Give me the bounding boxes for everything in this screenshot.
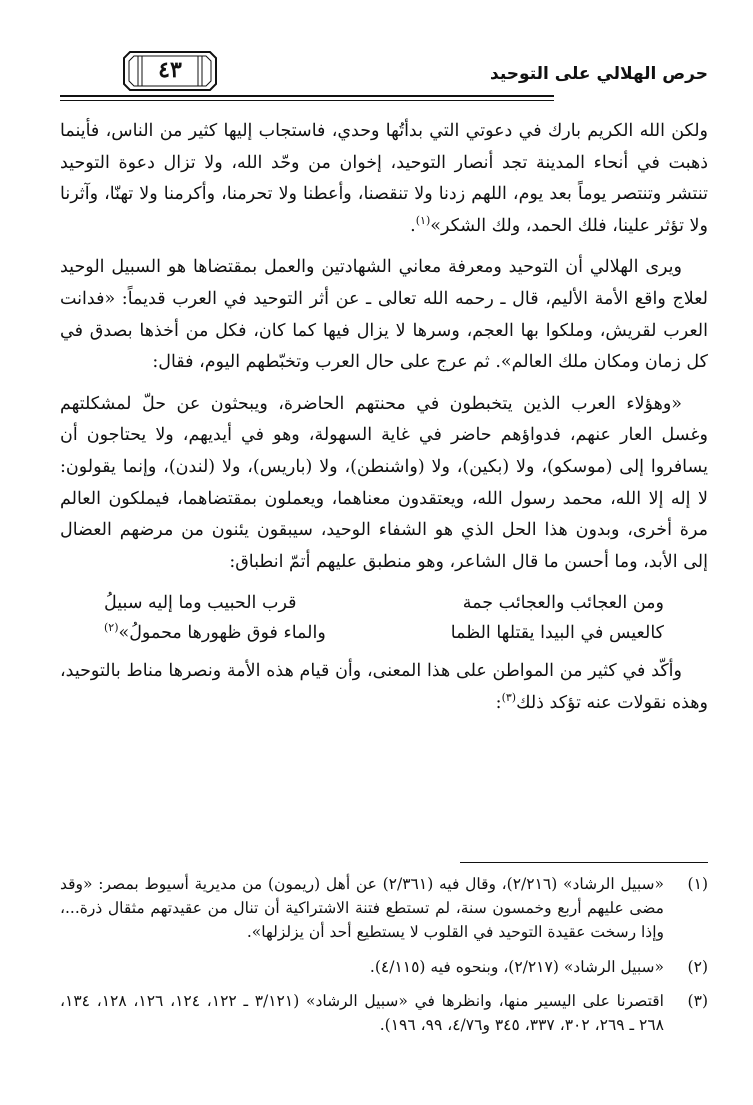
verse-hemistich: قرب الحبيب وما إليه سبيلُ (104, 593, 297, 614)
footnote (60, 989, 708, 1037)
footnote-text: اقتصرنا على اليسير منها، وانظرها في «سبيل الرشاد» (٣/١٢١ ـ ١٢٢، ١٢٤، ١٢٦، ١٢٨، ١٣٤، ٢٦٨ ـ ٢٦٩، ٣٠٢، ٣٣٧، ٣٤٥ و٤/٧٦، ٩٩، ١٩٦). (60, 991, 664, 1035)
paragraph-text: ولكن الله الكريم بارك في دعوتي التي بدأتُها وحدي، فاستجاب إليها كثير من الناس، فأينما ذهبت في أنحاء المدينة تجد أنصار التوحيد، إخوان من وحّد الله، ولا تزال دعوة التوحيد تنتشر وتنتصر يوماً بعد يوم، اللهم زدنا ولا تنقصنا، وأعطنا ولا تحرمنا، وأكرمنا ولا تهنّا، وآثرنا ولا تؤثر علينا، فلك الحمد، ولك الشكر» (60, 121, 708, 236)
running-title: حرص الهلالي على التوحيد (490, 64, 708, 84)
verse-hemistich: ومن العجائب والعجائب جمة (462, 593, 664, 614)
page-header (60, 44, 708, 96)
footnote-text: «سبيل الرشاد» (٢/٢١٧)، وبنحوه فيه (٤/١١٥). (369, 957, 664, 976)
paragraph: «وهؤلاء العرب الذين يتخبطون في محنتهم الحاضرة، ويبحثون عن حلّ لمشكلتهم وغسل العار عنهم، فدواؤهم حاضر في غاية السهولة، وهو في أيديهم، ولا يحتاجون أن يسافروا إلى (موسكو)، ولا (بكين)، ولا (واشنطن)، ولا (باريس)، ولا (لندن)، وإنما يقولون: لا إله إلا الله، محمد رسول الله، ويعتقدون معناهما، ويعملون بمقتضاهما، فيملكون العالم مرة أخرى، وبدون هذا الحل الذي هو الشفاء الوحيد، سيبقون يئنون من مرضهم العضال إلى الأبد، وما أحسن ما قال الشاعر، وهو منطبق عليهم أتمّ انطباق: (60, 393, 708, 572)
header-rule (60, 95, 554, 97)
page-number: ٤٣ (158, 57, 182, 83)
paragraph: ويرى الهلالي أن التوحيد ومعرفة معاني الشهادتين والعمل بمقتضاها هو السبيل الوحيد لعلاج واقع الأمة الأليم، قال ـ رحمه الله تعالى ـ عن أثر التوحيد في العرب قديماً: «فدانت العرب لقريش، وملكوا بها العجم، وسرها لا يزال فيها كما كان، فكل من أخذها بصدق في كل زمان ومكان ملك العالم». ثم عرج على حال العرب وتخبّطهم اليوم، فقال: (60, 257, 708, 373)
verse-hemistich: كالعيس في البيدا يقتلها الظما (450, 623, 664, 644)
footnote-marker: (٢) (104, 621, 119, 635)
footnote-marker: (١) (415, 213, 431, 227)
footnote-marker: (٣) (501, 691, 517, 705)
verse-line (104, 618, 664, 648)
poem (60, 588, 708, 648)
footnote-number: (٣) (687, 991, 708, 1010)
main-text (60, 116, 708, 730)
footnote-number: (١) (687, 875, 708, 893)
verse-line (104, 588, 664, 618)
paragraph: ولكن الله الكريم بارك في دعوتي التي بدأتُها وحدي، فاستجاب إليها كثير من الناس، فأينما ذهبت في أنحاء المدينة تجد أنصار التوحيد، إخوان من وحّد الله، ولا تزال دعوة التوحيد تنتشر وتنتصر يوماً بعد يوم، اللهم زدنا ولا تنقصنا، وأعطنا ولا تحرمنا، وأكرمنا ولا تهنّا، وآثرنا ولا تؤثر علينا، فلك الحمد، ولك الشكر»$^{(١)}$. (60, 121, 708, 236)
page-number-badge (122, 48, 218, 94)
header-rule-thin (60, 100, 554, 101)
footnote-number: (٢) (687, 957, 708, 976)
paragraph-text: وأكّد في كثير من المواطن على هذا المعنى، وأن قيام هذه الأمة ونصرها مناط بالتوحيد، وهذه نقولات عنه تؤكد ذلك (60, 661, 708, 713)
footnote-separator (460, 862, 708, 863)
footnote-text: «سبيل الرشاد» (٢/٢١٦)، وقال فيه (٢/٣٦١) عن أهل (ريمون) من مديرية أسيوط بمصر: «وقد مضى عليهم أربع وخمسون سنة، لم تستطع فتنة الاشتراكية أن تنال من عقيدتهم مثقال ذرة...، وإذا رسخت عقيدة التوحيد في القلوب لا يستطيع أحد أن يزلزلها». (60, 875, 664, 942)
footnote (60, 872, 708, 945)
paragraph-text: : (495, 692, 502, 713)
verse-text: والماء فوق ظهورها محمولُ» (118, 623, 326, 644)
paragraph (60, 656, 708, 719)
footnotes (60, 872, 708, 1047)
footnote (60, 955, 708, 979)
verse-hemistich (104, 618, 326, 648)
